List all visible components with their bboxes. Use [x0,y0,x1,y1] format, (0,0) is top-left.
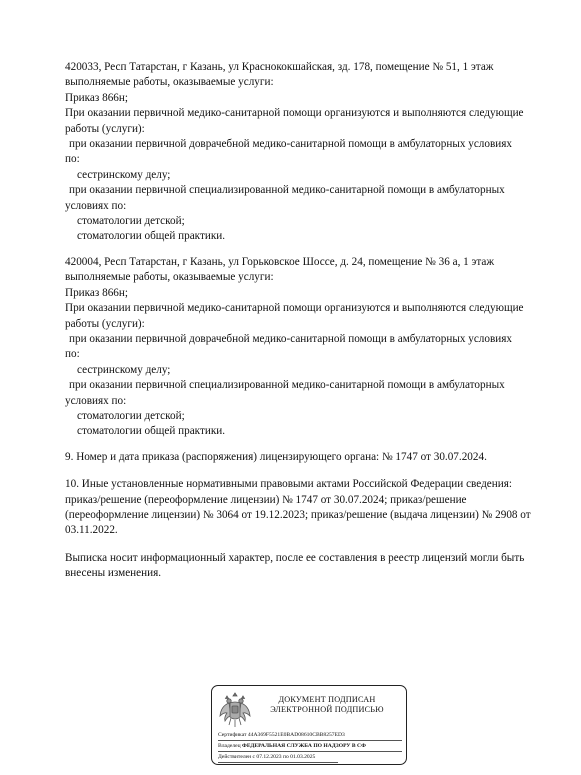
stamp-title-line: ЭЛЕКТРОННОЙ ПОДПИСЬЮ [270,705,384,714]
informational-note [65,551,555,582]
service-item: сестринскому делу; [77,363,171,376]
section-10-line: приказ/решение (переоформление лицензии) № 1747 от 30.07.2024; приказ/решение [65,493,467,506]
order-reference: Приказ 866н; [65,91,128,104]
certificate-row [218,732,345,739]
care-type-text: при оказании первичной специализированной медико-санитарной помощи в амбулаторных [69,184,505,197]
electronic-signature-stamp [211,685,407,765]
care-type-text: по: [65,348,80,361]
address-block [65,60,555,245]
service-item: стоматологии общей практики. [77,230,226,243]
certificate-label: Сертификат [218,732,247,738]
organization-text: При оказании первичной медико-санитарной помощи организуются и выполняются следующие [65,107,524,120]
care-type-text: при оказании первичной специализированной медико-санитарной помощи в амбулаторных [69,379,505,392]
care-type-text: при оказании первичной доврачебной медико-санитарной помощи в амбулаторных условиях [69,332,512,345]
organization-text: работы (услуги): [65,317,145,330]
service-item: сестринскому делу; [77,168,171,181]
russian-coat-of-arms-icon [218,690,252,730]
divider [218,740,402,741]
section-10-line: (переоформление лицензии) № 3064 от 19.12.2023; приказ/решение (выдача лицензии) № 2908 от [65,508,531,521]
stamp-title-line: ДОКУМЕНТ ПОДПИСАН [278,695,376,704]
organization-text: При оказании первичной медико-санитарной помощи организуются и выполняются следующие [65,302,524,315]
care-type-text: условиях по: [65,199,127,212]
service-item: стоматологии детской; [77,215,185,228]
address-line: 420033, Респ Татарстан, г Казань, ул Краснококшайская, зд. 178, помещение № 51, 1 этаж [65,61,494,73]
certificate-value: 44A369F5521E0BAD08610CBB8257ED3 [247,732,345,738]
divider [218,762,338,763]
address-block [65,255,555,440]
services-heading: выполняемые работы, оказываемые услуги: [65,76,274,89]
care-type-text: условиях по: [65,394,127,407]
stamp-title [252,695,402,715]
owner-value: ФЕДЕРАЛЬНАЯ СЛУЖБА ПО НАДЗОРУ В СФ [242,743,366,749]
care-type-text: по: [65,153,80,166]
validity-row: Действителен с 07.12.2023 по 01.03.2025 [218,754,316,760]
note-line: внесены изменения. [65,567,162,580]
organization-text: работы (услуги): [65,122,145,135]
section-10-other-info [65,477,555,539]
document-body [65,60,555,582]
care-type-text: при оказании первичной доврачебной медико-санитарной помощи в амбулаторных условиях [69,138,512,151]
owner-label: Владелец [218,743,241,749]
order-reference: Приказ 866н; [65,286,128,299]
divider [218,751,402,752]
services-heading: выполняемые работы, оказываемые услуги: [65,271,274,284]
owner-row [218,743,366,750]
address-line: 420004, Респ Татарстан, г Казань, ул Горьковское Шоссе, д. 24, помещение № 36 а, 1 этаж [65,255,495,268]
section-9-order-number: 9. Номер и дата приказа (распоряжения) лицензирующего органа: № 1747 от 30.07.2024. [65,450,487,463]
note-line: Выписка носит информационный характер, после ее составления в реестр лицензий могли быть [65,551,525,564]
section-10-line: 10. Иные установленные нормативными правовыми актами Российской Федерации сведения: [65,478,512,491]
service-item: стоматологии общей практики. [77,425,226,438]
section-10-line: 03.11.2022. [65,524,118,537]
service-item: стоматологии детской; [77,409,185,422]
